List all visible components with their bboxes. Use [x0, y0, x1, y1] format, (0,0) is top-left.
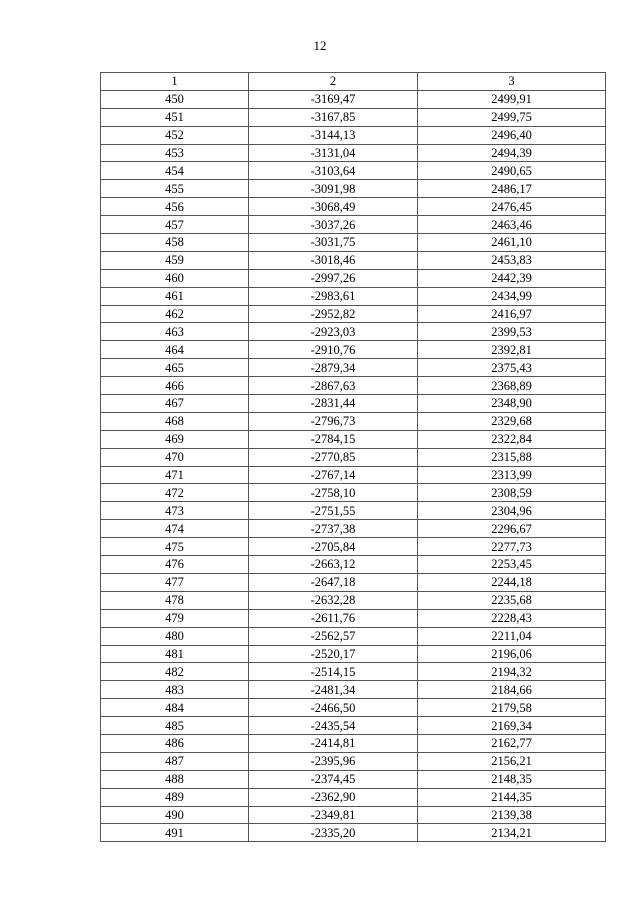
- table-cell-col-2: -2879,34: [249, 359, 418, 377]
- table-cell-col-3: 2244,18: [418, 573, 606, 591]
- table-cell-col-2: -2335,20: [249, 824, 418, 842]
- table-row: [101, 359, 606, 377]
- table-cell-col-3: 2499,75: [418, 108, 606, 126]
- table-row: [101, 609, 606, 627]
- table-cell-col-1: 479: [101, 609, 249, 627]
- table-row: [101, 734, 606, 752]
- table-row: [101, 377, 606, 395]
- table-row: [101, 395, 606, 413]
- table-cell-col-1: 481: [101, 645, 249, 663]
- table-cell-col-3: 2463,46: [418, 216, 606, 234]
- table-body: [101, 90, 606, 841]
- table-row: [101, 466, 606, 484]
- table-cell-col-2: -3167,85: [249, 108, 418, 126]
- table-cell-col-2: -2767,14: [249, 466, 418, 484]
- table-cell-col-3: 2368,89: [418, 377, 606, 395]
- table-cell-col-1: 473: [101, 502, 249, 520]
- table-cell-col-3: 2494,39: [418, 144, 606, 162]
- table-cell-col-1: 468: [101, 412, 249, 430]
- table-cell-col-2: -2705,84: [249, 538, 418, 556]
- table-row: [101, 573, 606, 591]
- table-row: [101, 502, 606, 520]
- table-cell-col-3: 2399,53: [418, 323, 606, 341]
- table-row: [101, 717, 606, 735]
- table-row: [101, 538, 606, 556]
- table-cell-col-1: 463: [101, 323, 249, 341]
- table-cell-col-1: 489: [101, 788, 249, 806]
- table-cell-col-3: 2486,17: [418, 180, 606, 198]
- table-cell-col-3: 2392,81: [418, 341, 606, 359]
- table-cell-col-3: 2313,99: [418, 466, 606, 484]
- table-cell-col-3: 2322,84: [418, 430, 606, 448]
- table-cell-col-2: -2796,73: [249, 412, 418, 430]
- table-row: [101, 484, 606, 502]
- table-row: [101, 126, 606, 144]
- table-cell-col-1: 471: [101, 466, 249, 484]
- table-cell-col-3: 2169,34: [418, 717, 606, 735]
- column-header-3: 3: [418, 73, 606, 91]
- table-cell-col-1: 475: [101, 538, 249, 556]
- table-cell-col-2: -2611,76: [249, 609, 418, 627]
- table-cell-col-3: 2453,83: [418, 251, 606, 269]
- table-cell-col-2: -2737,38: [249, 520, 418, 538]
- table-cell-col-3: 2315,88: [418, 448, 606, 466]
- table-row: [101, 699, 606, 717]
- table-cell-col-1: 454: [101, 162, 249, 180]
- table-cell-col-1: 453: [101, 144, 249, 162]
- table-cell-col-1: 462: [101, 305, 249, 323]
- table-cell-col-2: -2867,63: [249, 377, 418, 395]
- table-cell-col-3: 2211,04: [418, 627, 606, 645]
- table-cell-col-1: 469: [101, 430, 249, 448]
- table-cell-col-2: -2784,15: [249, 430, 418, 448]
- table-cell-col-2: -2663,12: [249, 556, 418, 574]
- table-row: [101, 591, 606, 609]
- table-cell-col-3: 2434,99: [418, 287, 606, 305]
- table-row: [101, 430, 606, 448]
- table-cell-col-2: -2770,85: [249, 448, 418, 466]
- table-cell-col-3: 2194,32: [418, 663, 606, 681]
- table-cell-col-3: 2148,35: [418, 770, 606, 788]
- table-row: [101, 663, 606, 681]
- table-cell-col-3: 2442,39: [418, 269, 606, 287]
- table-cell-col-3: 2228,43: [418, 609, 606, 627]
- table-cell-col-3: 2416,97: [418, 305, 606, 323]
- table-cell-col-2: -3103,64: [249, 162, 418, 180]
- header-row: [101, 73, 606, 91]
- table-cell-col-2: -2983,61: [249, 287, 418, 305]
- table-row: [101, 287, 606, 305]
- table-cell-col-1: 487: [101, 752, 249, 770]
- table-cell-col-1: 483: [101, 681, 249, 699]
- table-cell-col-1: 452: [101, 126, 249, 144]
- table-row: [101, 108, 606, 126]
- table-cell-col-3: 2329,68: [418, 412, 606, 430]
- table-cell-col-2: -2466,50: [249, 699, 418, 717]
- table-cell-col-1: 458: [101, 234, 249, 252]
- table-row: [101, 681, 606, 699]
- table-cell-col-3: 2490,65: [418, 162, 606, 180]
- table-row: [101, 216, 606, 234]
- table-cell-col-2: -3131,04: [249, 144, 418, 162]
- table-cell-col-2: -2562,57: [249, 627, 418, 645]
- table-row: [101, 788, 606, 806]
- table-cell-col-2: -2374,45: [249, 770, 418, 788]
- table-cell-col-1: 451: [101, 108, 249, 126]
- table-cell-col-3: 2476,45: [418, 198, 606, 216]
- table-row: [101, 180, 606, 198]
- table-cell-col-1: 477: [101, 573, 249, 591]
- table-cell-col-1: 450: [101, 90, 249, 108]
- table-cell-col-2: -3068,49: [249, 198, 418, 216]
- table-cell-col-3: 2162,77: [418, 734, 606, 752]
- table-cell-col-1: 465: [101, 359, 249, 377]
- table-cell-col-1: 484: [101, 699, 249, 717]
- table-cell-col-2: -2751,55: [249, 502, 418, 520]
- table-cell-col-2: -3144,13: [249, 126, 418, 144]
- table-cell-col-1: 456: [101, 198, 249, 216]
- table-row: [101, 341, 606, 359]
- table-row: [101, 198, 606, 216]
- table-cell-col-3: 2304,96: [418, 502, 606, 520]
- table-cell-col-3: 2308,59: [418, 484, 606, 502]
- table-cell-col-2: -2414,81: [249, 734, 418, 752]
- column-header-1: 1: [101, 73, 249, 91]
- table-cell-col-1: 485: [101, 717, 249, 735]
- table-cell-col-3: 2139,38: [418, 806, 606, 824]
- table-cell-col-3: 2196,06: [418, 645, 606, 663]
- table-cell-col-2: -2362,90: [249, 788, 418, 806]
- table-row: [101, 162, 606, 180]
- table-cell-col-2: -2520,17: [249, 645, 418, 663]
- table-cell-col-2: -3018,46: [249, 251, 418, 269]
- table-row: [101, 824, 606, 842]
- table-row: [101, 448, 606, 466]
- table-cell-col-3: 2235,68: [418, 591, 606, 609]
- table-cell-col-2: -2758,10: [249, 484, 418, 502]
- table-cell-col-1: 476: [101, 556, 249, 574]
- table-cell-col-2: -3091,98: [249, 180, 418, 198]
- table-cell-col-2: -3169,47: [249, 90, 418, 108]
- table-row: [101, 627, 606, 645]
- page-number: 12: [313, 38, 327, 53]
- table-row: [101, 770, 606, 788]
- table-cell-col-2: -2923,03: [249, 323, 418, 341]
- table-cell-col-3: 2296,67: [418, 520, 606, 538]
- table-row: [101, 144, 606, 162]
- table-cell-col-1: 455: [101, 180, 249, 198]
- table-cell-col-3: 2277,73: [418, 538, 606, 556]
- table-cell-col-1: 474: [101, 520, 249, 538]
- table-cell-col-1: 480: [101, 627, 249, 645]
- table-cell-col-1: 488: [101, 770, 249, 788]
- table-row: [101, 90, 606, 108]
- table-row: [101, 752, 606, 770]
- table-cell-col-1: 461: [101, 287, 249, 305]
- table-cell-col-3: 2179,58: [418, 699, 606, 717]
- table-cell-col-3: 2348,90: [418, 395, 606, 413]
- table-cell-col-2: -2997,26: [249, 269, 418, 287]
- column-header-2: 2: [249, 73, 418, 91]
- table-cell-col-2: -2910,76: [249, 341, 418, 359]
- table-cell-col-2: -2481,34: [249, 681, 418, 699]
- table-row: [101, 269, 606, 287]
- table-cell-col-3: 2496,40: [418, 126, 606, 144]
- table-cell-col-2: -3037,26: [249, 216, 418, 234]
- table-cell-col-1: 490: [101, 806, 249, 824]
- table-cell-col-1: 457: [101, 216, 249, 234]
- table-cell-col-3: 2144,35: [418, 788, 606, 806]
- table-row: [101, 556, 606, 574]
- table-cell-col-3: 2156,21: [418, 752, 606, 770]
- table-cell-col-1: 478: [101, 591, 249, 609]
- table-row: [101, 251, 606, 269]
- table-cell-col-1: 486: [101, 734, 249, 752]
- table-row: [101, 520, 606, 538]
- table-cell-col-2: -2831,44: [249, 395, 418, 413]
- table-cell-col-1: 460: [101, 269, 249, 287]
- table-cell-col-2: -2632,28: [249, 591, 418, 609]
- table-row: [101, 323, 606, 341]
- table-cell-col-1: 472: [101, 484, 249, 502]
- table-cell-col-2: -2647,18: [249, 573, 418, 591]
- table-cell-col-1: 466: [101, 377, 249, 395]
- table-row: [101, 305, 606, 323]
- table-cell-col-1: 464: [101, 341, 249, 359]
- table-row: [101, 234, 606, 252]
- table-row: [101, 645, 606, 663]
- table-cell-col-2: -3031,75: [249, 234, 418, 252]
- table-cell-col-3: 2134,21: [418, 824, 606, 842]
- table-cell-col-3: 2184,66: [418, 681, 606, 699]
- table-row: [101, 412, 606, 430]
- data-table: [100, 72, 606, 842]
- table-cell-col-1: 467: [101, 395, 249, 413]
- table-cell-col-1: 482: [101, 663, 249, 681]
- table-cell-col-1: 470: [101, 448, 249, 466]
- table-cell-col-1: 491: [101, 824, 249, 842]
- table-header: [101, 73, 606, 91]
- table-cell-col-2: -2952,82: [249, 305, 418, 323]
- table-row: [101, 806, 606, 824]
- table-cell-col-3: 2375,43: [418, 359, 606, 377]
- table-cell-col-3: 2499,91: [418, 90, 606, 108]
- table-cell-col-3: 2253,45: [418, 556, 606, 574]
- table-cell-col-2: -2435,54: [249, 717, 418, 735]
- table-cell-col-1: 459: [101, 251, 249, 269]
- table-cell-col-2: -2395,96: [249, 752, 418, 770]
- table-cell-col-2: -2514,15: [249, 663, 418, 681]
- table-cell-col-3: 2461,10: [418, 234, 606, 252]
- table-cell-col-2: -2349,81: [249, 806, 418, 824]
